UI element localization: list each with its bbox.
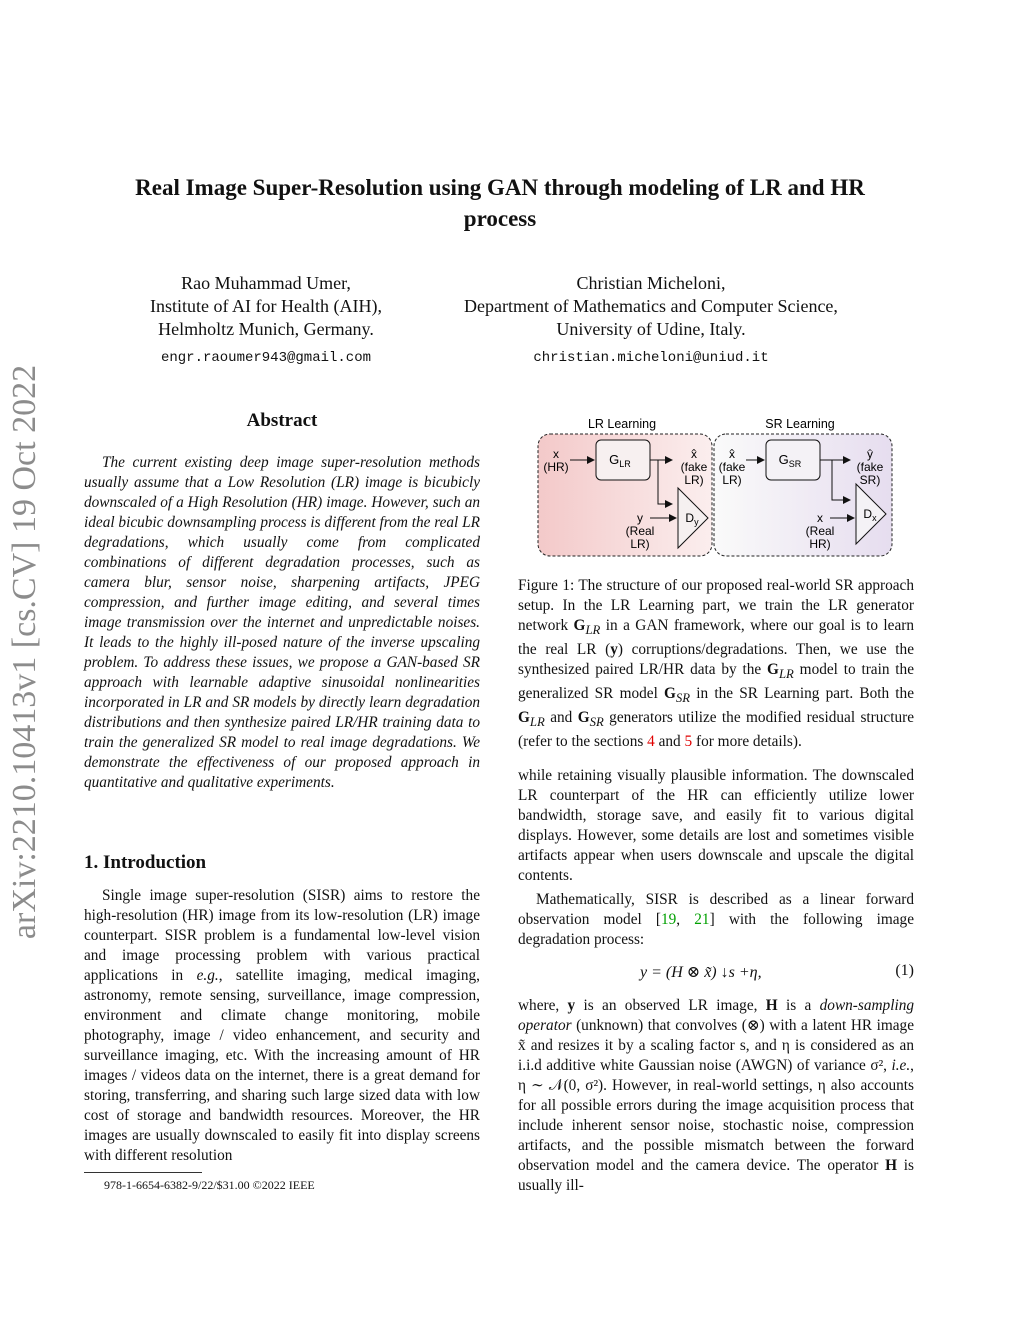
sr-learning-title: SR Learning — [765, 417, 835, 431]
equation-number: (1) — [895, 962, 914, 979]
d-y-label: $D_y$ — [685, 511, 699, 527]
right-column-text — [518, 766, 914, 950]
xhat-label: x̂ — [729, 447, 735, 461]
intro-eg: e.g. — [196, 967, 219, 984]
author-block-1 — [116, 272, 416, 370]
paper-title: Real Image Super-Resolution using GAN through modeling of LR and HR process — [135, 175, 865, 231]
figure-1-diagram — [532, 412, 902, 562]
paragraph: where, y is an observed LR image, H is a down-sampling operator (unknown) that convolves (⊗) with a latent HR image x̃ and resizes it by a scaling factor s, and η is considered as an i.i.d additive white Gaussian noise (AWGN) of variance σ², i.e., η ∼ 𝒩(0, σ²). However, in real-world settings, η also accounts for all possible errors during the image acquisition process that include inherent sensor noise, stochastic noise, compression artifacts, and the possible mismatch between the forward observation model and the camera device. The operator H is usually ill- — [518, 997, 914, 1194]
y-label: y — [637, 511, 643, 525]
abstract-paragraph: The current existing deep image super-resolution methods usually assume that a Low Resolution (LR) image is bicubicly downscaled of a High Resolution (HR) image. However, such an ideal bicubic downsampling process is different from the real LR degradations, which usually come from complicated combinations of different degradation processes, such as camera blur, sensor noise, sharpening artifacts, JPEG compression, and further image editing, and several times image transmission over the internet and unpredictable noises. It leads to the highly ill-posed nature of the inverse upscaling problem. To address these issues, we propose a GAN-based SR approach with learnable adaptive sinusoidal nonlinearities incorporated in LR and SR models by directly learn degradation distributions and then synthesize paired LR/HR training data to train the generalized SR model to real image degradations. We demonstrate the effectiveness of our proposed approach in quantitative and qualitative experiments. — [84, 454, 480, 791]
real-label: (Real — [625, 524, 655, 538]
lr-label: LR) — [684, 473, 704, 487]
paragraph: Mathematically, SISR is described as a linear forward observation model [19, 21] with the following image degradation process: — [518, 891, 914, 948]
copyright-footnote: 978-1-6654-6382-9/22/$31.00 ©2022 IEEE — [104, 1178, 315, 1192]
section-ref-5[interactable]: 5 — [684, 733, 693, 751]
lr-learning-title: LR Learning — [587, 417, 657, 431]
x-label: x — [553, 447, 559, 461]
citation-19[interactable]: 19 — [661, 911, 677, 928]
caption-paragraph: Figure 1: The structure of our proposed real-world SR approach setup. In the LR Learning part, we train the LR generator network $G_{LR}$ in a GAN framework, where our goal is to learn the real LR (y) corruptions/degradations. Then, we use the synthesized paired LR/HR data by the $G_{LR}$ model to train the generalized SR model $G_{SR}$ in the SR Learning part. Both the $G_{LR}$ and $G_{SR}$ generators utilize the modified residual structure (refer to the sections 4 and 5 for more details). — [518, 577, 914, 751]
xhat-label: x̂ — [691, 447, 697, 461]
paragraph: while retaining visually plausible information. The downscaled LR counterpart of the HR can efficiently utilize lower bandwidth, storage save, and easily fit to various digital displays. However, some details are lost and sometimes visible artifacts appear when users downscale and upscale the digital contents. — [518, 767, 914, 884]
author-affiliation: Department of Mathematics and Computer Science, — [464, 296, 838, 316]
citation-21[interactable]: 21 — [694, 911, 710, 928]
intro-text-b: , satellite imaging, medical imaging, astronomy, remote sensing, surveillance, image compression, environment and climate change monitoring, mobile photography, image / video enhancement, and security and surveillance imaging, etc. With the increasing amount of HR images / videos data on the internet, there is a great demand for storing, transferring, and sharing such large sized data with low cost of storage and bandwidth resources. Moreover, the HR images are usually downscaled to easily fit into display screens with different resolution — [84, 967, 480, 1164]
fake-label: (fake — [856, 460, 884, 474]
sr-label: SR) — [859, 473, 881, 487]
hr-label: HR) — [809, 537, 831, 551]
section-ref-4[interactable]: 4 — [647, 733, 655, 751]
fake-label: (fake — [718, 460, 746, 474]
introduction-text — [84, 886, 480, 1166]
author-email[interactable]: engr.raoumer943@gmail.com — [160, 350, 372, 366]
author-name: Rao Muhammad Umer, — [181, 273, 351, 293]
intro-text-a: Single image super-resolution (SISR) aims to restore the high-resolution (HR) image from its low-resolution (LR) image counterpart. SISR problem is a fundamental low-level vision and image processing problem with various practical applications in — [84, 887, 480, 984]
arxiv-stamp: arXiv:2210.10413v1 [cs.CV] 19 Oct 2022 — [6, 364, 43, 940]
author-location: Helmholtz Munich, Germany. — [158, 319, 374, 339]
g-lr-label: $G_{LR}$ — [609, 452, 631, 469]
introduction-paragraph — [84, 886, 480, 1166]
footnote-divider — [84, 1172, 202, 1173]
author-location: University of Udine, Italy. — [556, 319, 746, 339]
yhat-label: ŷ — [867, 447, 873, 461]
abstract-text — [84, 453, 480, 793]
lr-label: LR) — [722, 473, 742, 487]
abstract-heading: Abstract — [246, 410, 318, 431]
author-name: Christian Micheloni, — [576, 273, 726, 293]
d-x-label: $D_x$ — [863, 507, 877, 523]
hr-label: (HR) — [543, 460, 569, 474]
right-column-text-2 — [518, 996, 914, 1196]
introduction-heading: 1. Introduction — [84, 852, 207, 873]
x-label: x — [817, 511, 823, 525]
fake-label: (fake — [680, 460, 708, 474]
lr-label: LR) — [630, 537, 650, 551]
equation-1 — [518, 962, 914, 984]
g-sr-label: $G_{SR}$ — [778, 452, 802, 469]
figure-caption — [518, 576, 914, 752]
author-block-2 — [430, 272, 872, 370]
equation-body: y = (H ⊗ x̃) ↓s +η, — [640, 964, 762, 981]
author-email[interactable]: christian.micheloni@uniud.it — [533, 350, 769, 366]
author-affiliation: Institute of AI for Health (AIH), — [150, 296, 382, 316]
real-label: (Real — [805, 524, 835, 538]
